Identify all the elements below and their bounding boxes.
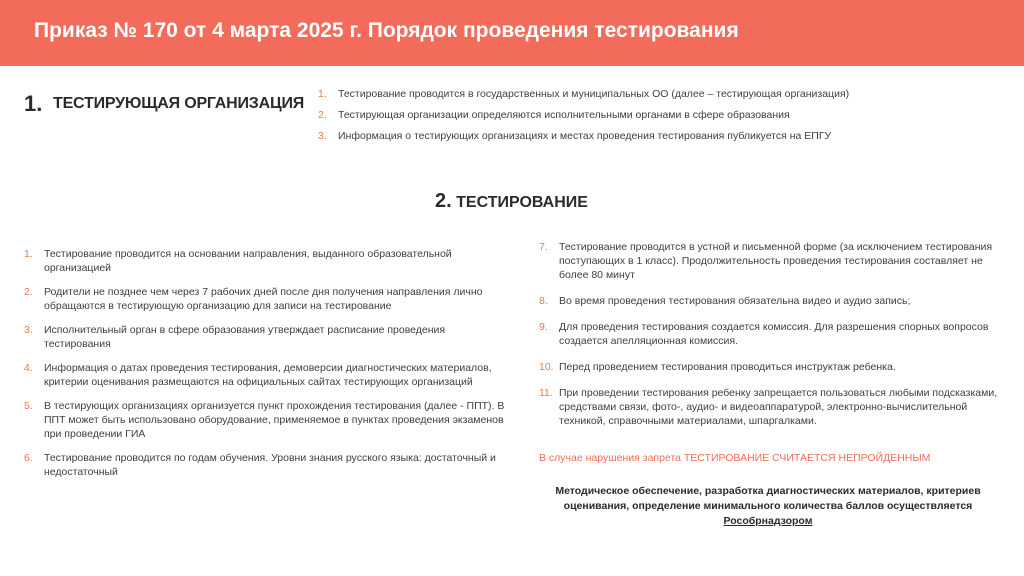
- list-item: [24, 247, 509, 275]
- list-item: [24, 285, 509, 313]
- list-item: [539, 294, 1009, 308]
- item-number: 1.: [24, 248, 33, 260]
- section2-heading: [435, 190, 588, 213]
- item-text: Тестирование проводится по годам обучения. Уровни знания русского языка: достаточный и недостаточный: [44, 452, 496, 478]
- item-number: 7.: [539, 241, 548, 253]
- page-title: Приказ № 170 от 4 марта 2025 г. Порядок проведения тестирования: [34, 19, 739, 42]
- item-text: Исполнительный орган в сфере образования утверждает расписание проведения тестирования: [44, 324, 446, 350]
- item-number: 6.: [24, 452, 33, 464]
- item-text: При проведении тестирования ребенку запрещается пользоваться любыми подсказками, средствами связи, фото-, аудио- и видеоаппаратурой, электронно-вычислительной техникой, справочными материалами, шпаргалками.: [559, 387, 998, 427]
- list-item: [318, 130, 1008, 143]
- item-text: В тестирующих организациях организуется пункт прохождения тестирования (далее - ППТ). В ППТ может быть использовано оборудование, применяемое в пунктах проведения экзаменов при проведении ГИА: [44, 400, 505, 440]
- violation-warning: В случае нарушения запрета ТЕСТИРОВАНИЕ СЧИТАЕТСЯ НЕПРОЙДЕННЫМ: [539, 452, 931, 464]
- item-number: 11.: [539, 387, 553, 399]
- item-number: 2.: [24, 286, 33, 298]
- item-text: Во время проведения тестирования обязательна видео и аудио запись;: [559, 295, 911, 307]
- header-bar: [0, 0, 1024, 66]
- item-number: 2.: [318, 109, 327, 121]
- item-text: Тестирование проводится в государственных и муниципальных ОО (далее – тестирующая организация): [338, 88, 850, 100]
- section2-left-list: [24, 247, 509, 479]
- list-item: [24, 323, 509, 351]
- list-item: [318, 109, 1008, 122]
- item-text: Тестирование проводится в устной и письменной форме (за исключением тестирования поступающих в 1 класс). Продолжительность проведения тестирования составляет не более 80 минут: [559, 241, 993, 281]
- list-item: [24, 361, 509, 389]
- section2-number: 2.: [435, 190, 452, 212]
- item-text: Перед проведением тестирования проводиться инструктаж ребенка.: [559, 361, 896, 373]
- item-number: 1.: [318, 88, 327, 100]
- item-number: 9.: [539, 321, 548, 333]
- methodology-note: [548, 484, 988, 529]
- list-item: [318, 88, 1008, 101]
- section1-number: 1.: [24, 91, 43, 116]
- note-text: Методическое обеспечение, разработка диагностических материалов, критериев оценивания, определение минимального количества баллов осуществляется: [555, 485, 981, 512]
- item-number: 10.: [539, 361, 554, 373]
- item-text: Для проведения тестирования создается комиссия. Для разрешения спорных вопросов создается апелляционная комиссия.: [559, 321, 989, 347]
- item-text: Родители не позднее чем через 7 рабочих дней после дня получения направления лично обращаются в тестирующую организацию для записи на тестирование: [44, 286, 483, 312]
- list-item: [539, 240, 1009, 282]
- section1-title: ТЕСТИРУЮЩАЯ ОРГАНИЗАЦИЯ: [53, 95, 305, 112]
- list-item: [539, 386, 1009, 428]
- item-number: 3.: [318, 130, 327, 142]
- item-text: Тестирование проводится на основании направления, выданного образовательной организацией: [44, 248, 452, 274]
- item-text: Информация о тестирующих организациях и местах проведения тестирования публикуется на ЕПГУ: [338, 130, 832, 142]
- list-item: [24, 451, 509, 479]
- section1-list: [318, 88, 1008, 151]
- item-number: 4.: [24, 362, 33, 374]
- section2-right-list: [539, 240, 1009, 428]
- list-item: [539, 360, 1009, 374]
- item-text: Информация о датах проведения тестирования, демоверсии диагностических материалов, критерии оценивания размещаются на официальных сайтах тестирующих организаций: [44, 362, 492, 388]
- item-number: 3.: [24, 324, 33, 336]
- item-text: Тестирующая организации определяются исполнительными органами в сфере образования: [338, 109, 790, 121]
- section2-title: ТЕСТИРОВАНИЕ: [456, 194, 588, 211]
- item-number: 8.: [539, 295, 548, 307]
- list-item: [24, 399, 509, 441]
- item-number: 5.: [24, 400, 33, 412]
- rosobrnadzor-link[interactable]: Рособрнадзором: [723, 515, 813, 527]
- list-item: [539, 320, 1009, 348]
